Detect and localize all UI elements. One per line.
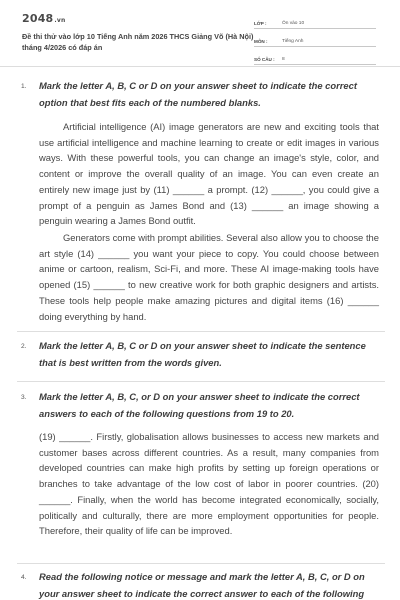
question-number: 3. [21, 394, 27, 401]
passage-paragraph: Generators come with prompt abilities. Several also allow you to choose the art style (14) ______ you want your piece to copy. You could choose between anime or cartoon, realism, Sci-Fi, and more. These AI image-making tools have opened (15) ______ to new creative work for both graphic designers and artists. These tools help people make amazing pictures and digital items (16) ______ doing everything by hand. [39, 232, 379, 322]
question-prompt: Mark the letter A, B, C or D on your answer sheet to indicate the correct option that best fits each of the numbered blanks. [39, 80, 357, 108]
meta-label: SỐ CÂU : [254, 57, 275, 62]
question-1-passage [39, 119, 379, 229]
meta-value: Ôn vào 10 [282, 21, 305, 26]
question-prompt: Mark the letter A, B, C, or D on your answer sheet to indicate the correct answers to each of the following questions from 19 to 20. [39, 391, 360, 419]
logo-suffix: .vn [54, 17, 66, 24]
meta-label: MÔN : [254, 39, 268, 44]
question-number: 1. [21, 83, 27, 90]
question-divider [17, 381, 385, 382]
page-title: Đề thi thử vào lớp 10 Tiếng Anh năm 2026 THCS Giảng Võ (Hà Nội) tháng 4/2026 có đáp án [22, 32, 254, 52]
document-header [0, 0, 400, 67]
meta-row-subject [254, 32, 376, 47]
question-prompt: Mark the letter A, B, C or D on your answer sheet to indicate the sentence that is best written from the words given. [39, 340, 366, 368]
logo-text: 2048 [22, 12, 54, 25]
header-divider [0, 66, 400, 67]
meta-row-class [254, 14, 376, 29]
question-number: 2. [21, 343, 27, 350]
passage-paragraph: (19) ______. Firstly, globalisation allows businesses to access new markets and customer bases across different countries. As a result, many companies from developed countries can make high profits by setting up foreign operations or branches to take advantage of the low cost of labor in poorer countries. (20) ______. Finally, when the world has become integrated economically, socially, politically and culturally, there are more employment opportunities for people. Therefore, their quality of life can be improved. [39, 431, 379, 537]
meta-value: Tiếng Anh [282, 39, 304, 44]
question-divider [17, 331, 385, 332]
question-1-passage-2 [39, 230, 379, 324]
site-logo[interactable] [22, 12, 65, 25]
meta-value: 8 [282, 57, 285, 62]
question-number: 4. [21, 574, 27, 581]
meta-row-count [254, 50, 376, 65]
question-divider [17, 563, 385, 564]
passage-paragraph: Artificial intelligence (AI) image generators are new and exciting tools that use artificial intelligence and machine learning to create or edit images in various ways. With these powerful tools, you can change an image's style, color, and content or improve the overall quality of an image. You can even create an entirely new image just by (11) ______ a prompt. (12) ______, you could give a prompt of a penguin as James Bond and (13) ______ an image showing a penguin wearing a James Bond outfit. [39, 121, 379, 227]
question-prompt: Read the following notice or message and mark the letter A, B, C, or D on your answer sheet to indicate the correct answer to each of the following [39, 571, 365, 599]
question-3-passage [39, 429, 379, 539]
meta-label: LỚP : [254, 21, 267, 26]
exam-meta [254, 14, 376, 68]
